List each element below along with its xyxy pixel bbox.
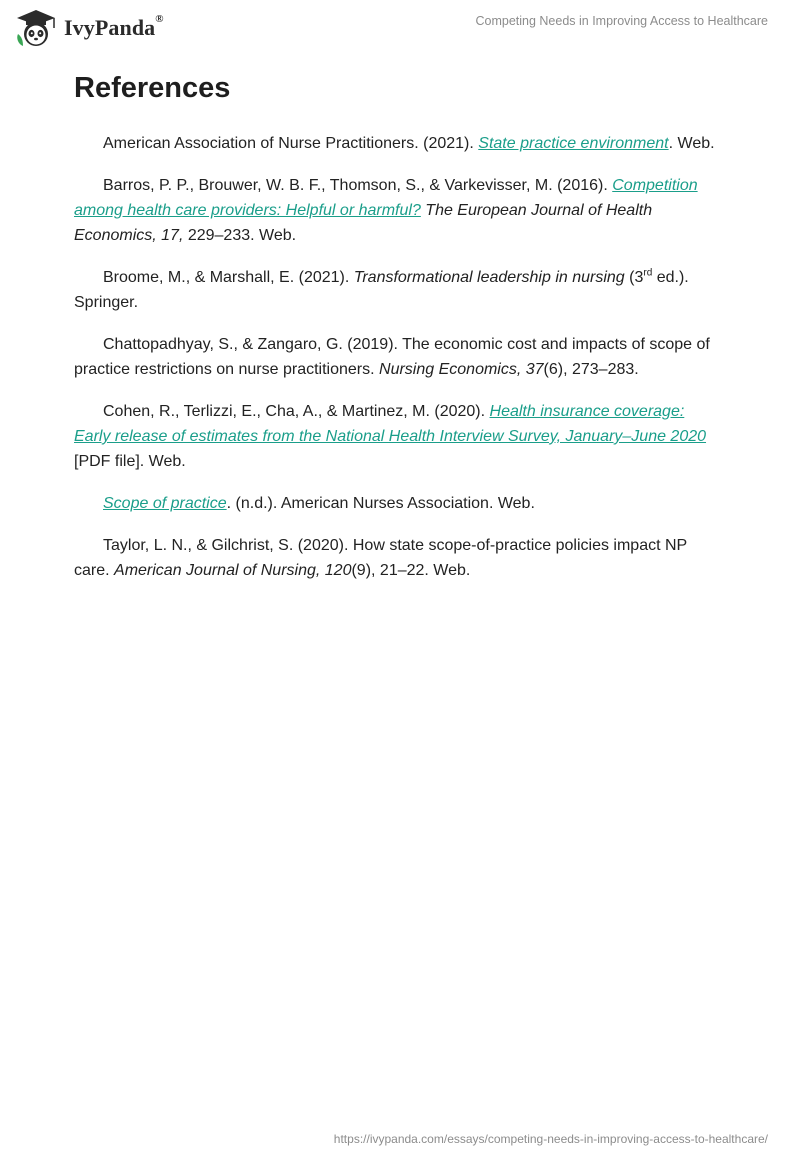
panda-graduate-icon xyxy=(14,8,58,48)
registered-mark: ® xyxy=(155,13,164,25)
reference-item: Taylor, L. N., & Gilchrist, S. (2020). How state scope-of-practice policies impact NP care. American Journal of Nursing, 120(9), 21–22. Web. xyxy=(74,537,687,579)
reference-link[interactable]: Health insurance coverage: Early release of estimates from the National Health Interview Survey, January–June 2020 xyxy=(74,403,707,445)
reference-link[interactable]: Scope of practice xyxy=(103,495,227,512)
reference-item: Scope of practice. (n.d.). American Nurses Association. Web. xyxy=(103,495,535,512)
page-title: References xyxy=(74,72,231,104)
reference-item: American Association of Nurse Practitioners. (2021). State practice environment. Web. xyxy=(103,135,715,152)
reference-item: Broome, M., & Marshall, E. (2021). Transformational leadership in nursing (3rd ed.). Springer. xyxy=(74,267,689,311)
reference-link[interactable]: State practice environment xyxy=(478,135,669,152)
reference-link[interactable]: Competition among health care providers: Helpful or harmful? xyxy=(74,177,698,219)
reference-item: Barros, P. P., Brouwer, W. B. F., Thomson, S., & Varkevisser, M. (2016). Competition among health care providers: Helpful or harmful? The European Journal of Health Economics, 17, 229–233. Web. xyxy=(74,177,698,244)
reference-item: Chattopadhyay, S., & Zangaro, G. (2019). The economic cost and impacts of scope of practice restrictions on nurse practitioners. Nursing Economics, 37(6), 273–283. xyxy=(74,336,710,378)
reference-item: Cohen, R., Terlizzi, E., Cha, A., & Martinez, M. (2020). Health insurance coverage: Early release of estimates from the National Health Interview Survey, January–June 2020 [PDF file]. Web. xyxy=(74,403,707,470)
ivypanda-logo[interactable] xyxy=(14,8,164,48)
logo-text: IvyPanda® xyxy=(64,13,164,40)
reference-list xyxy=(74,131,724,600)
footer-url[interactable]: https://ivypanda.com/essays/competing-needs-in-improving-access-to-healthcare/ xyxy=(333,1132,768,1146)
running-title: Competing Needs in Improving Access to Healthcare xyxy=(475,14,768,28)
